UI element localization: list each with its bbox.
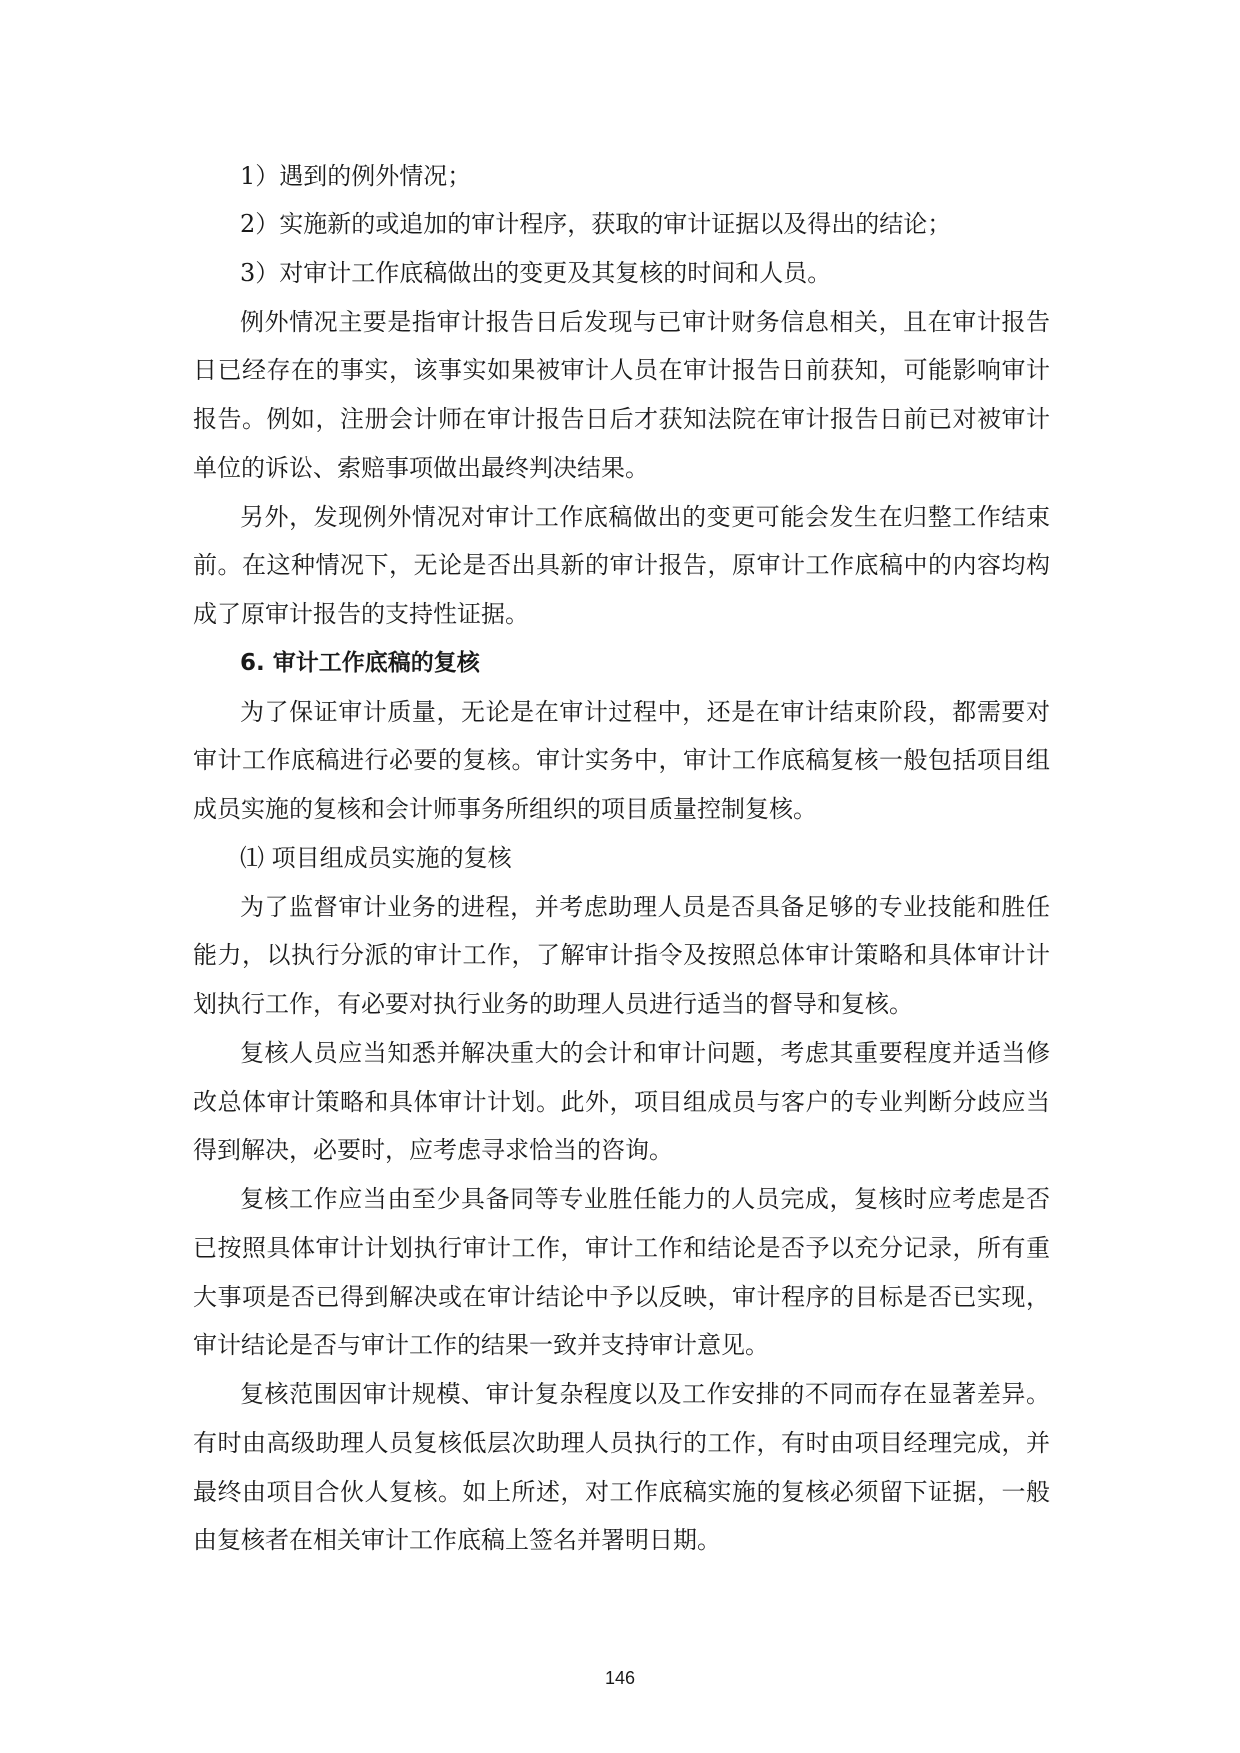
- paragraph-line: 已按照具体审计计划执行审计工作，审计工作和结论是否予以充分记录，所有重: [193, 1234, 1050, 1262]
- paragraph-line: 审计工作底稿进行必要的复核。审计实务中，审计工作底稿复核一般包括项目组: [193, 746, 1050, 774]
- paragraph-line: 为了监督审计业务的进程，并考虑助理人员是否具备足够的专业技能和胜任: [240, 893, 1050, 921]
- paragraph-line: 审计结论是否与审计工作的结果一致并支持审计意见。: [193, 1331, 769, 1359]
- list-item-3: 3）对审计工作底稿做出的变更及其复核的时间和人员。: [240, 259, 832, 287]
- paragraph-line: 复核范围因审计规模、审计复杂程度以及工作安排的不同而存在显著差异。: [240, 1380, 1050, 1408]
- paragraph-line: 复核工作应当由至少具备同等专业胜任能力的人员完成，复核时应考虑是否: [240, 1185, 1050, 1213]
- list-item-1: 1）遇到的例外情况；: [240, 162, 472, 190]
- paragraph-line: 成了原审计报告的支持性证据。: [193, 600, 529, 628]
- paragraph-line: 另外，发现例外情况对审计工作底稿做出的变更可能会发生在归整工作结束: [240, 503, 1050, 531]
- paragraph-line: 改总体审计策略和具体审计计划。此外，项目组成员与客户的专业判断分歧应当: [193, 1088, 1050, 1116]
- page-number: 146: [604, 1668, 636, 1688]
- paragraph-line: 例外情况主要是指审计报告日后发现与已审计财务信息相关，且在审计报告: [240, 308, 1050, 336]
- paragraph-line: 报告。例如，注册会计师在审计报告日后才获知法院在审计报告日前已对被审计: [193, 405, 1050, 433]
- paragraph-line: 能力，以执行分派的审计工作，了解审计指令及按照总体审计策略和具体审计计: [193, 941, 1050, 969]
- subsection-heading: ⑴ 项目组成员实施的复核: [240, 844, 512, 872]
- list-item-2: 2）实施新的或追加的审计程序，获取的审计证据以及得出的结论；: [240, 210, 952, 238]
- paragraph-line: 划执行工作，有必要对执行业务的助理人员进行适当的督导和复核。: [193, 990, 913, 1018]
- paragraph-line: 由复核者在相关审计工作底稿上签名并署明日期。: [193, 1526, 721, 1554]
- paragraph-line: 最终由项目合伙人复核。如上所述，对工作底稿实施的复核必须留下证据，一般: [193, 1478, 1050, 1506]
- paragraph-line: 前。在这种情况下，无论是否出具新的审计报告，原审计工作底稿中的内容均构: [193, 551, 1050, 579]
- paragraph-line: 单位的诉讼、索赔事项做出最终判决结果。: [193, 454, 649, 482]
- paragraph-line: 有时由高级助理人员复核低层次助理人员执行的工作，有时由项目经理完成，并: [193, 1429, 1050, 1457]
- paragraph-line: 为了保证审计质量，无论是在审计过程中，还是在审计结束阶段，都需要对: [240, 698, 1050, 726]
- paragraph-line: 大事项是否已得到解决或在审计结论中予以反映，审计程序的目标是否已实现，: [193, 1283, 1050, 1311]
- paragraph-line: 复核人员应当知悉并解决重大的会计和审计问题，考虑其重要程度并适当修: [240, 1039, 1050, 1067]
- paragraph-line: 成员实施的复核和会计师事务所组织的项目质量控制复核。: [193, 795, 817, 823]
- paragraph-line: 日已经存在的事实，该事实如果被审计人员在审计报告日前获知，可能影响审计: [193, 356, 1050, 384]
- section-heading: 6. 审计工作底稿的复核: [240, 650, 480, 676]
- paragraph-line: 得到解决，必要时，应考虑寻求恰当的咨询。: [193, 1136, 673, 1164]
